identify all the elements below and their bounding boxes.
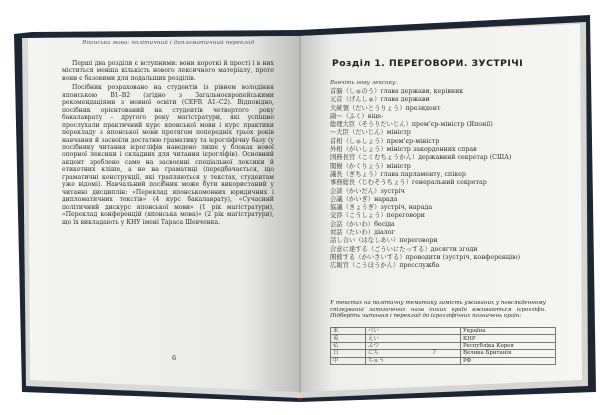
table-row [331,342,556,349]
vocab-item: 合意に達する（ごういにたっする）досягти згоди [330,245,478,253]
vocab-item: 協議（きょうぎ）зустріч, нарада [330,204,433,212]
left-page [48,40,288,385]
page-number: 7 [432,348,437,356]
vocab-heading: Вивчіть нову лексику: [330,80,398,86]
vocab-item: 大統領（だいとうりょう）президент [330,104,441,112]
table-cell: Республіка Корея [461,342,556,349]
vocab-item: 会談（かいだん）зустріч [330,187,405,195]
vocab-list [330,88,550,271]
table-cell: Велика Британія [461,350,556,357]
table-cell: ふつ [366,342,461,349]
table-cell: えい [366,335,461,342]
table-cell: 仏 [331,342,366,349]
table-row [331,357,556,364]
table-cell: 中 [331,357,366,364]
table-row [331,328,556,335]
running-head: Японська мова: політичний і дипломатичний переклад [81,40,255,46]
vocab-item: 開催する（かいさいする）проводити (зустріч, конференцію) [330,253,521,261]
table-cell: 英 [331,335,366,342]
section-title: Розділ 1. ПЕРЕГОВОРИ. ЗУСТРІЧІ [332,58,524,69]
paragraph: Перші два розділи є вступними: вони короткі й прості і в них міститься менша кількість нового лексичного матеріалу, проте вони є базовими для подальших розділів. [62,60,274,82]
left-page-text [62,60,274,228]
table-cell: Україна [461,328,556,335]
vocab-item: 元首（げんしゅ）глава держави [330,96,430,104]
vocab-item: 首脳（しゅのう）глава держави, керівник [330,88,464,95]
vocab-item: 広報官（こうほうかん）пресслужба [330,262,440,270]
table-cell: べい [366,328,461,335]
table-cell: КНР [461,335,556,342]
vocab-item: 事務総長（じむそうちょう）генеральний секретар [330,179,487,187]
table-row [331,350,556,357]
right-page [306,38,568,388]
country-table [330,327,556,365]
vocab-item: 総理大臣（そうりだいじん）прем’єр-міністр (Японії) [330,121,493,129]
vocab-item: 会議（かいぎ）нарада [330,195,398,203]
task-text: У текстах на політичну тематику замість уживаних у повсякденному спілкуванні запозичених назв інших країн вживаються ієрогліфи. Підберіть читання і переклад до ієрогліфічних позначень країн: [330,300,546,320]
table-cell: ちゅう [366,357,461,364]
vocab-item: 副～（ふく）віце- [330,112,384,120]
table-cell: РФ [461,357,556,364]
table-cell: にち [366,350,461,357]
vocab-item: 話し合い（はなしあい）переговори [330,237,438,245]
vocab-item: 首相（しゅしょう）прем’єр-міністр [330,137,440,145]
vocab-item: 対話（たいわ）діалог [330,229,395,237]
vocab-item: 閣僚（かくりょう）міністр [330,162,411,170]
vocab-item: 交渉（こうしょう）переговори [330,212,426,220]
table-row [331,335,556,342]
vocab-item: 外相（がいしょう）міністр закордонних справ [330,146,477,154]
paragraph: Посібник розраховано на студентів із рівнем володіння японською B1–B2 (згідно з Загальноєвропейськими рекомендаціями з мовної освіти (CEFR A1–C2). Відповідно, посібник орієнтований на студентів четвертого року бакалаврату – другого року магістратури, які успішно прослухали практичний курс японської мови і курс практики перекладу з японської мови протягом попередніх трьох років навчання й засвоїли достатню граматику та ієрогліфічну базу (у посібнику читання ієрогліфів наведено лише у блоках нової опорної лексики і складних для читання ієрогліфів). Основний акцент зроблено саме на засвоєнні спеціальної лексики й етикетних кліше, а не на граматиці (передбачається, що граматичні конструкції, які трапляються у текстах, студентам уже відомі). Навчальний посібник може бути використаний у читанні дисциплін: «Переклад японськомовних юридичних і дипломатичних текстів» (4 курс бакалаврату), «Сучасний політичний дискурс японської мови» (1 рік магістратури), «Переклад конференцій (японська мова)» (2 рік магістратури), що їх викладають у КНУ імені Тараса Шевченка. [62,84,274,226]
vocab-item: 国務長官（こくむちょうかん）державний секретар (США) [330,154,512,162]
page-number: 6 [172,354,177,362]
vocab-item: ～大臣（だいじん）міністр [330,129,411,137]
vocab-item: 議長（ぎちょう）глава парламенту, спікер [330,170,466,178]
table-cell: 日 [331,350,366,357]
vocab-item: 会話（かいわ）бесіда [330,220,395,228]
table-cell: 米 [331,328,366,335]
